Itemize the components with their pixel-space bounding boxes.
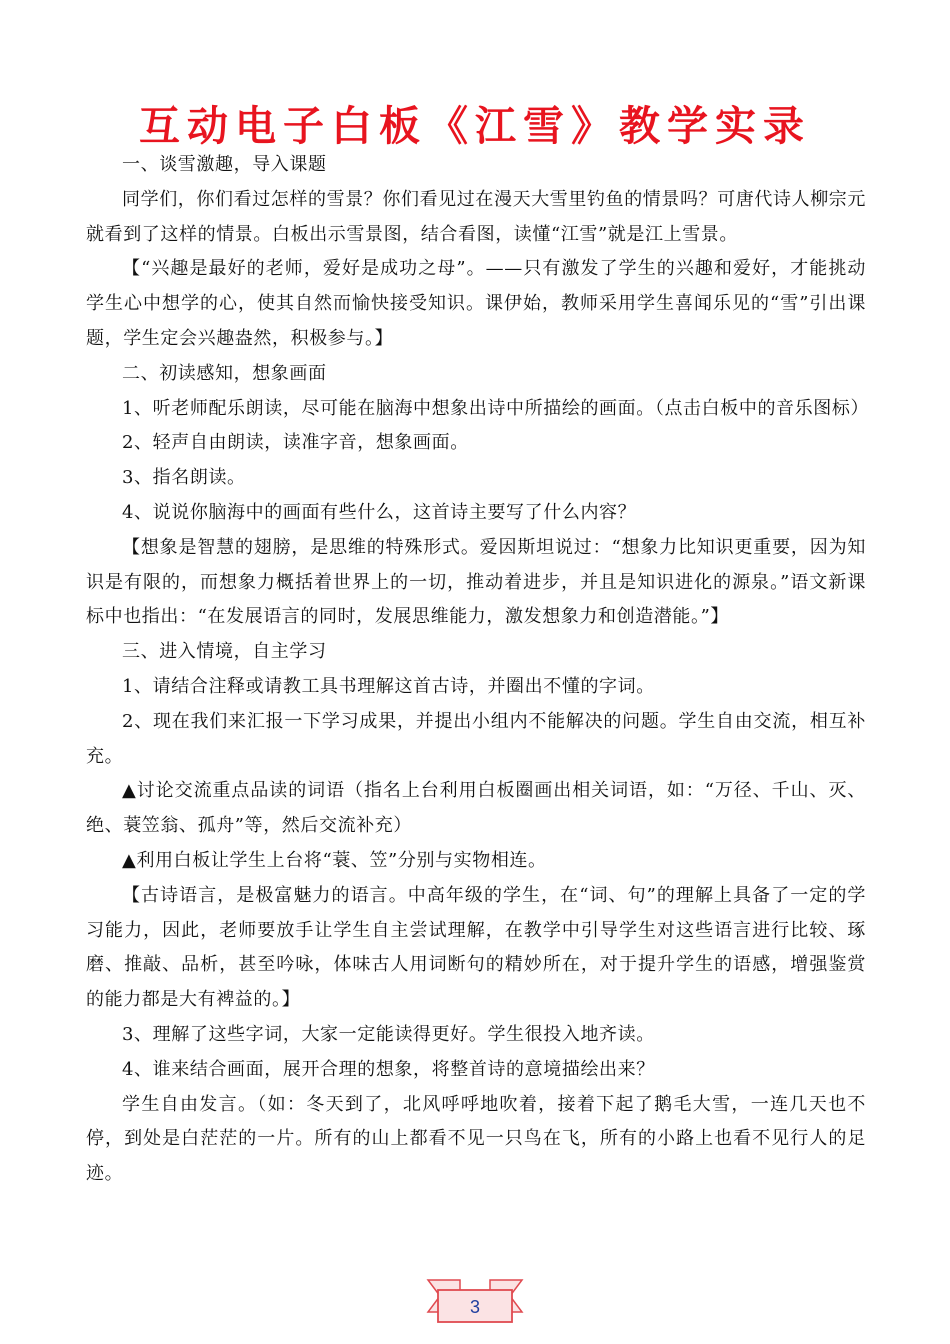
paragraph: ▲利用白板让学生上台将“蓑、笠”分别与实物相连。 <box>122 849 547 871</box>
paragraph: 4、说说你脑海中的画面有些什么，这首诗主要写了什么内容？ <box>122 501 637 523</box>
section-heading: 三、进入情境，自主学习 <box>122 641 327 663</box>
paragraph: 同学们，你们看过怎样的雪景？你们看见过在漫天大雪里钓鱼的情景吗？可唐代诗人柳宗元就看到了这样的情景。白板出示雪景图，结合看图，读懂“江雪”就是江上雪景。 <box>86 188 866 245</box>
document-body <box>86 148 870 1192</box>
paragraph: 学生自由发言。（如：冬天到了，北风呼呼地吹着，接着下起了鹅毛大雪，一连几天也不停，到处是白茫茫的一片。所有的山上都看不见一只鸟在飞，所有的小路上也看不见行人的足迹。 <box>86 1093 866 1185</box>
paragraph: 4、谁来结合画面，展开合理的想象，将整首诗的意境描绘出来？ <box>122 1058 655 1080</box>
paragraph: 1、请结合注释或请教工具书理解这首古诗，并圈出不懂的字词。 <box>122 675 655 697</box>
section-heading: 一、谈雪激趣，导入课题 <box>122 154 327 175</box>
commentary-paragraph: 【想象是智慧的翅膀，是思维的特殊形式。爱因斯坦说过：“想象力比知识更重要，因为知识是有限的，而想象力概括着世界上的一切，推动着进步，并且是知识进化的源泉。”语文新课标中也指出：“在发展语言的同时，发展思维能力，激发想象力和创造潜能。”】 <box>86 536 866 628</box>
page-number: 3 <box>469 1297 480 1317</box>
paragraph: 2、现在我们来汇报一下学习成果，并提出小组内不能解决的问题。学生自由交流，相互补充。 <box>86 710 866 767</box>
commentary-paragraph: 【“兴趣是最好的老师，爱好是成功之母”。——只有激发了学生的兴趣和爱好，才能挑动学生心中想学的心，使其自然而愉快接受知识。课伊始，教师采用学生喜闻乐见的“雪”引出课题，学生定会兴趣盎然，积极参与。】 <box>86 258 866 349</box>
commentary-paragraph: 【古诗语言，是极富魅力的语言。中高年级的学生，在“词、句”的理解上具备了一定的学习能力，因此，老师要放手让学生自主尝试理解，在教学中引导学生对这些语言进行比较、琢磨、推敲、品析，甚至吟咏，体味古人用词断句的精妙所在，对于提升学生的语感，增强鉴赏的能力都是大有裨益的。】 <box>86 884 866 1011</box>
paragraph: 2、轻声自由朗读，读准字音，想象画面。 <box>122 432 469 454</box>
paragraph: 1、听老师配乐朗读，尽可能在脑海中想象出诗中所描绘的画面。（点击白板中的音乐图标） <box>122 397 870 419</box>
paragraph: 3、理解了这些字词，大家一定能读得更好。学生很投入地齐读。 <box>122 1023 655 1045</box>
paragraph: ▲讨论交流重点品读的词语（指名上台利用白板圈画出相关词语，如：“万径、千山、灭、绝、蓑笠翁、孤舟”等，然后交流补充） <box>86 780 866 837</box>
paragraph: 3、指名朗读。 <box>122 467 246 489</box>
section-heading: 二、初读感知，想象画面 <box>122 362 327 384</box>
document-title: 互动电子白板《江雪》教学实录 <box>139 102 811 150</box>
